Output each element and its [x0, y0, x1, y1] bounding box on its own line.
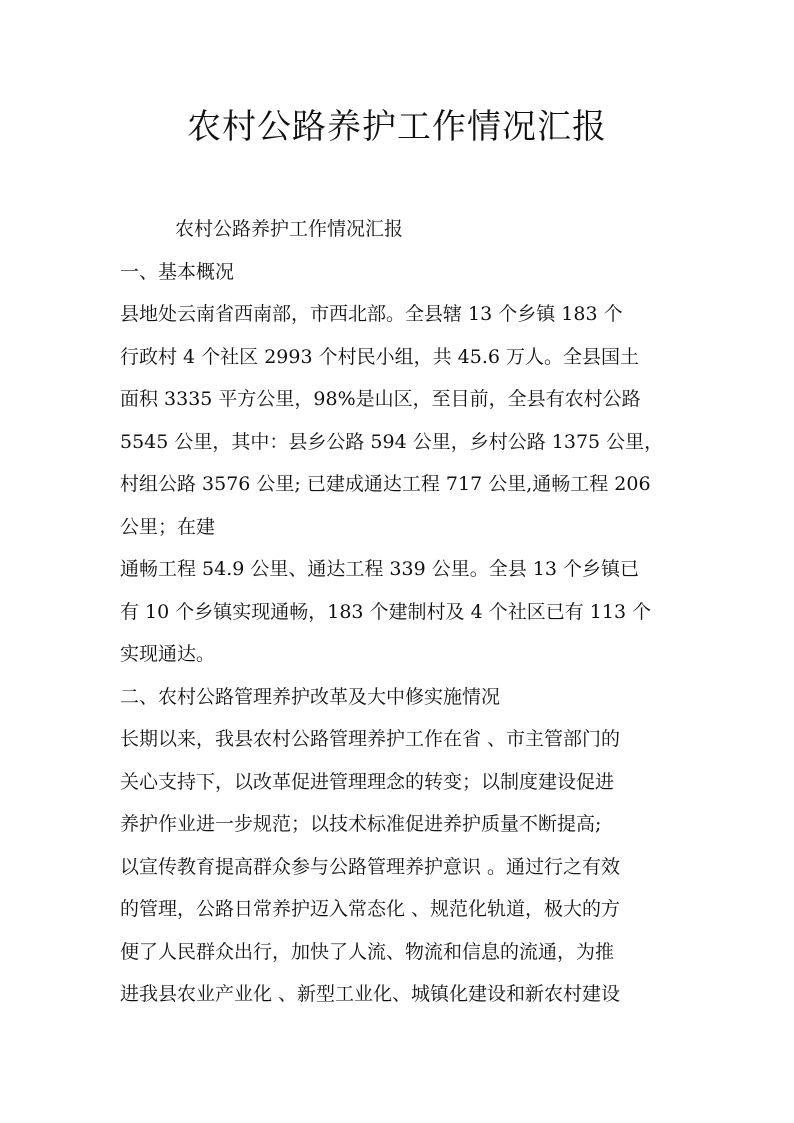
paragraph-line: 面积 3335 平方公里，98%是山区，至目前，全县有农村公路: [120, 388, 641, 410]
document-body: [120, 208, 680, 1016]
section-heading-1: 一、基本概况: [120, 260, 235, 283]
document-title: 农村公路养护工作情况汇报: [187, 107, 607, 147]
paragraph-line: 关心支持下，以改革促进管理理念的转变；以制度建设促进: [120, 770, 615, 793]
paragraph-line: 有 10 个乡镇实现通畅，183 个建制村及 4 个社区已有 113 个: [120, 600, 652, 623]
paragraph-line: 养护作业进一步规范；以技术标准促进养护质量不断提高;: [120, 813, 602, 835]
paragraph-line: 公里；在建: [120, 515, 216, 538]
paragraph-line: 县地处云南省西南部，市西北部。全县辖 13 个乡镇 183 个: [120, 303, 623, 325]
paragraph-line: 实现通达。: [120, 643, 216, 665]
paragraph-line: 的管理，公路日常养护迈入常态化 、规范化轨道，极大的方: [120, 898, 621, 920]
paragraph-line: 5545 公里，其中：县乡公路 594 公里，乡村公路 1375 公里，: [120, 430, 664, 453]
section-heading-2: 二、农村公路管理养护改革及大中修实施情况: [120, 685, 501, 708]
paragraph-line: 便了人民群众出行，加快了人流、物流和信息的流通，为推: [120, 940, 615, 963]
paragraph-line: 以宣传教育提高群众参与公路管理养护意识 。通过行之有效: [120, 855, 621, 878]
paragraph-line: 村组公路 3576 公里; 已建成通达工程 717 公里,通畅工程 206: [120, 473, 651, 495]
paragraph-line: 行政村 4 个社区 2993 个村民小组，共 45.6 万人。全县国土: [120, 345, 639, 368]
paragraph-line: 进我县农业产业化 、新型工业化、城镇化建设和新农村建设: [120, 983, 621, 1005]
paragraph-line: 通畅工程 54.9 公里、通达工程 339 公里。全县 13 个乡镇已: [120, 558, 639, 580]
paragraph-line: 长期以来，我县农村公路管理养护工作在省 、市主管部门的: [120, 728, 621, 750]
subtitle-line: 农村公路养护工作情况汇报: [175, 218, 404, 240]
